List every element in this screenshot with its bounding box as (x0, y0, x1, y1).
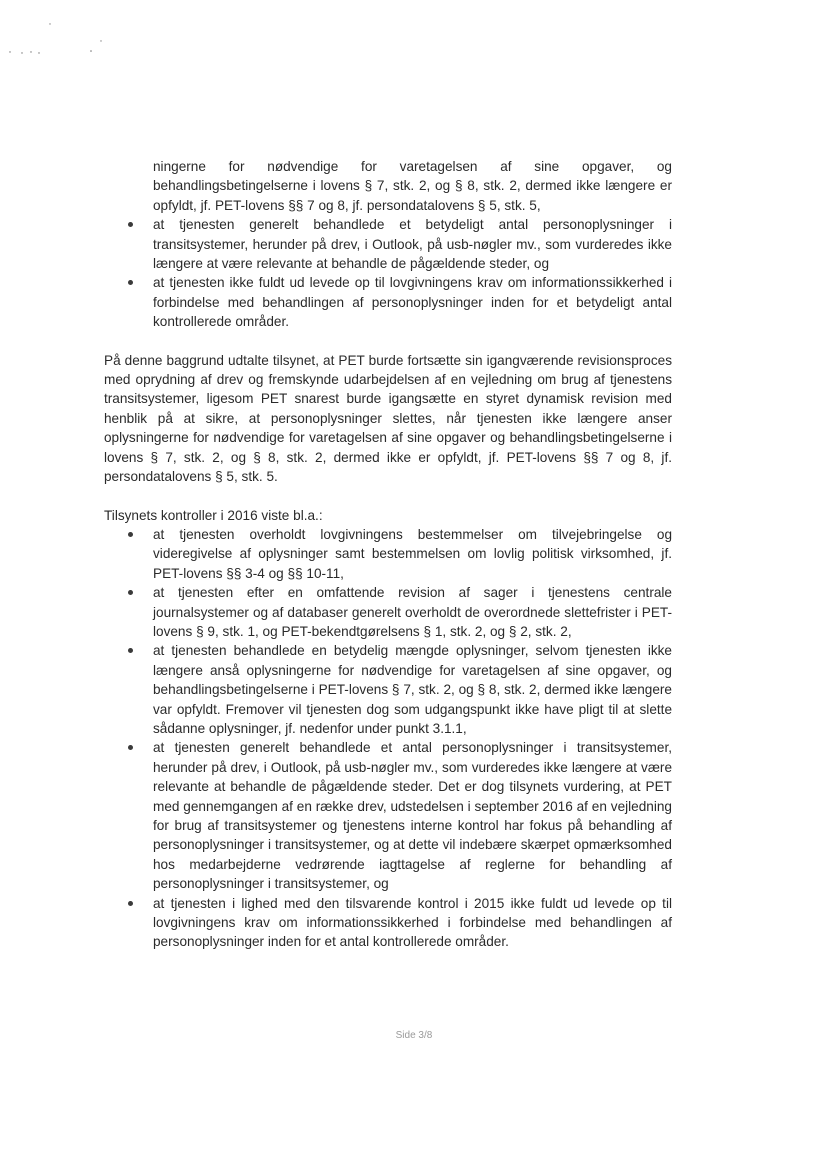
list-item: at tjenesten i lighed med den tilsvarende kontrol i 2015 ikke fuldt ud levede op til lovgivningens krav om informationssikkerhed i forbindelse med behandlingen af personoplysninger inden for et antal kontrollerede områder. (104, 894, 672, 952)
page-number: Side 3/8 (395, 1030, 433, 1041)
list-item: at tjenesten ikke fuldt ud levede op til lovgivningens krav om informationssikkerhed i forbindelse med behandlingen af personoplysninger inden for et betydeligt antal kontrollerede områder. (104, 273, 672, 331)
findings-list-2015 (104, 215, 672, 331)
summary-paragraph: På denne baggrund udtalte tilsynet, at PET burde fortsætte sin igangværende revisionsproces med oprydning af drev og fremskynde udarbejdelsen af en vejledning om brug af tjenestens transitsystemer, ligesom PET snarest burde igangsætte en styret dynamisk revision med henblik på at sikre, at personoplysninger slettes, når tjenesten ikke længere anser oplysningerne for nødvendige for varetagelsen af sine opgaver og behandlingsbetingelserne i lovens § 7, stk. 2, og § 8, stk. 2, dermed ikke er opfyldt, jf. PET-lovens §§ 7 og 8, jf. persondatalovens § 5, stk. 5. (104, 352, 672, 485)
bullet-icon (128, 280, 133, 285)
bullet-icon (128, 532, 133, 537)
continuation-text: ningerne for nødvendige for varetagelsen af sine opgaver, og behandlingsbetingelserne i lovens § 7, stk. 2, og § 8, stk. 2, dermed ikke længere er opfyldt, jf. PET-lovens §§ 7 og 8, jf. persondatalovens § 5, stk. 5, (153, 159, 672, 213)
bullet-icon (128, 745, 133, 750)
list-item: at tjenesten overholdt lovgivningens bestemmelser om tilvejebringelse og videregivelse af oplysninger samt bestemmelsen om lovlig politisk virksomhed, jf. PET-lovens §§ 3-4 og §§ 10-11, (104, 525, 672, 583)
bullet-icon (128, 590, 133, 595)
scan-specks (0, 0, 130, 70)
findings-list-2016 (104, 525, 672, 952)
bullet-icon (128, 901, 133, 906)
bullet-icon (128, 222, 133, 227)
list-item: at tjenesten generelt behandlede et betydeligt antal personoplysninger i transitsystemer, herunder på drev, i Outlook, på usb-nøgler mv., som vurderedes ikke længere at være relevante at behandle de pågældende steder, og (104, 215, 672, 273)
list-item: at tjenesten generelt behandlede et antal personoplysninger i transitsystemer, herunder på drev, i Outlook, på usb-nøgler mv., som vurderedes ikke længere at være relevante at behandle de pågældende steder. Det er dog tilsynets vurdering, at PET med gennemgangen af en række drev, udstedelsen i september 2016 af en vejledning for brug af transitsystemer og tjenestens interne kontrol har fokus på behandling af personoplysninger i transitsystemer, og at dette vil indebære skærpet opmærksomhed hos medarbejderne vedrørende iagttagelse af reglerne for behandling af personoplysninger i transitsystemer, og (104, 738, 672, 893)
section-intro: Tilsynets kontroller i 2016 viste bl.a.: (104, 507, 323, 523)
list-item: at tjenesten efter en omfattende revision af sager i tjenestens centrale journalsystemer og af databaser generelt overholdt de overordnede slettefrister i PET-lovens § 9, stk. 1, og PET-bekendtgørelsens § 1, stk. 2, og § 2, stk. 2, (104, 583, 672, 641)
bullet-icon (128, 648, 133, 653)
list-item: at tjenesten behandlede en betydelig mængde oplysninger, selvom tjenesten ikke længere anså oplysningerne for nødvendige for varetagelsen af sine opgaver, og behandlingsbetingelserne i PET-lovens § 7, stk. 2, og § 8, stk. 2, dermed ikke længere var opfyldt. Fremover vil tjenesten dog som udgangspunkt ikke have pligt til at slette sådanne oplysninger, jf. nedenfor under punkt 3.1.1, (104, 641, 672, 738)
page-body (104, 157, 672, 952)
